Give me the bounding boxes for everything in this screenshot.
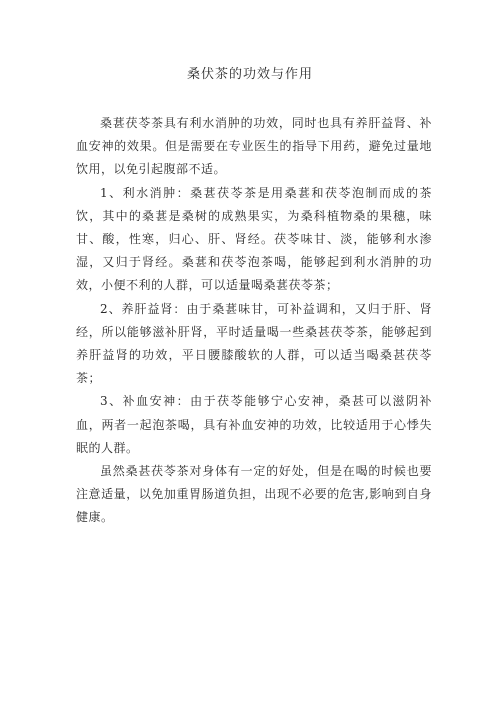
paragraph-intro: 桑葚茯苓茶具有利水消肿的功效，同时也具有养肝益肾、补血安神的效果。但是需要在专业医生的指导下用药，避免过量地饮用，以免引起腹部不适。 [76, 116, 432, 177]
document-body [76, 112, 432, 530]
document-title: 桑伏茶的功效与作用 [186, 67, 313, 82]
paragraph-liver-kidney: 2、养肝益肾：由于桑葚味甘，可补益调和，又归于肝、肾经，所以能够滋补肝肾，平时适量喝一些桑甚茯苓茶，能够起到养肝益肾的功效，平日腰膝酸软的人群，可以适当喝桑甚茯苓茶； [76, 301, 432, 386]
paragraph-blood-calm: 3、补血安神：由于茯苓能够宁心安神，桑甚可以滋阴补血，两者一起泡茶喝，具有补血安神的功效，比较适用于心悸失眠的人群。 [76, 394, 432, 455]
paragraph-diuretic: 1、利水消肿：桑葚茯苓茶是用桑葚和茯苓泡制而成的茶饮，其中的桑葚是桑树的成熟果实，为桑科植物桑的果穗，味甘、酸，性寒，归心、肝、肾经。茯苓味甘、淡，能够利水渗湿，又归于肾经。桑葚和茯苓泡茶喝，能够起到利水消肿的功效，小便不利的人群，可以适量喝桑葚茯苓茶； [76, 185, 432, 293]
paragraph-caution: 虽然桑甚茯苓茶对身体有一定的好处，但是在喝的时候也要注意适量，以免加重胃肠道负担，出现不必要的危害,影响到自身健康。 [76, 464, 432, 525]
